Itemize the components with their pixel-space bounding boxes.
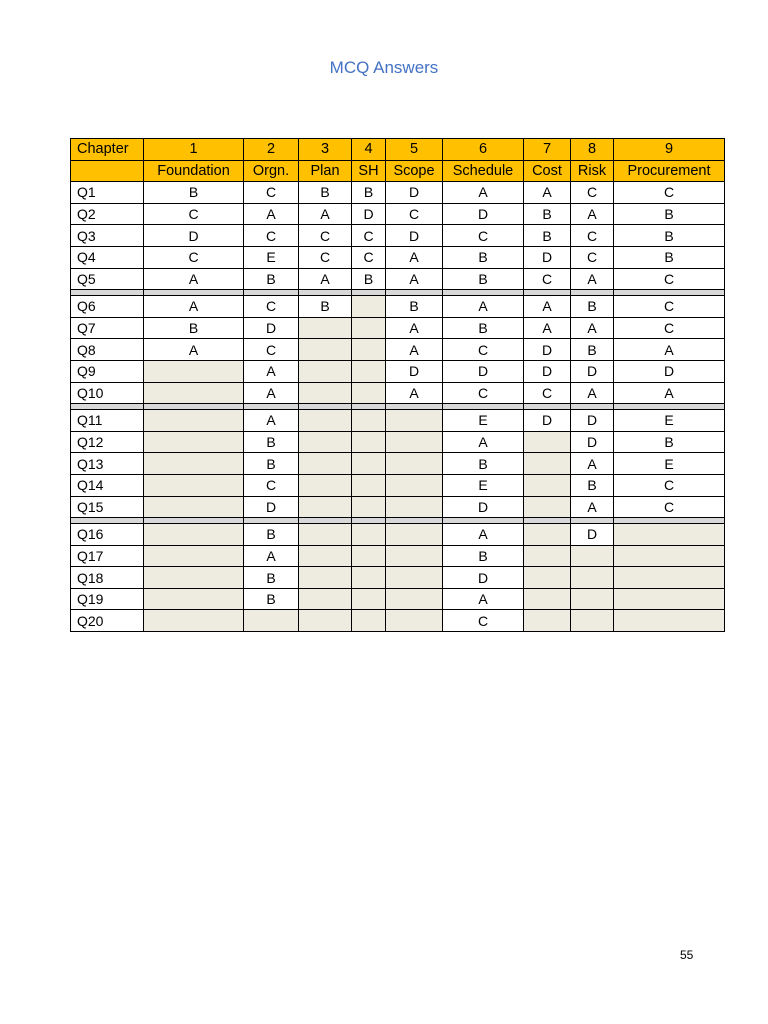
answer-cell: A	[443, 182, 524, 204]
empty-answer-cell	[144, 474, 244, 496]
empty-answer-cell	[524, 545, 571, 567]
question-label: Q12	[71, 431, 144, 453]
question-label: Q2	[71, 203, 144, 225]
answer-cell: A	[571, 203, 614, 225]
answer-cell: B	[614, 246, 725, 268]
empty-answer-cell	[244, 610, 299, 632]
answer-cell: B	[299, 182, 352, 204]
empty-answer-cell	[571, 610, 614, 632]
empty-answer-cell	[386, 567, 443, 589]
table-row	[71, 431, 725, 453]
empty-answer-cell	[299, 610, 352, 632]
empty-answer-cell	[571, 588, 614, 610]
table-row	[71, 496, 725, 518]
empty-answer-cell	[386, 524, 443, 546]
empty-answer-cell	[299, 382, 352, 404]
empty-answer-cell	[299, 453, 352, 475]
empty-answer-cell	[571, 545, 614, 567]
table-row	[71, 474, 725, 496]
answer-cell: A	[571, 268, 614, 290]
answer-cell: C	[244, 296, 299, 318]
empty-answer-cell	[386, 410, 443, 432]
answer-cell: C	[614, 296, 725, 318]
empty-answer-cell	[352, 567, 386, 589]
header-chapter-number: 3	[299, 139, 352, 161]
answer-cell: A	[524, 296, 571, 318]
empty-answer-cell	[352, 339, 386, 361]
answer-cell: C	[571, 182, 614, 204]
table-row	[71, 296, 725, 318]
answer-cell: B	[244, 524, 299, 546]
empty-answer-cell	[386, 545, 443, 567]
answer-cell: B	[352, 182, 386, 204]
header-chapter-name: Plan	[299, 160, 352, 182]
header-chapter-name: SH	[352, 160, 386, 182]
empty-answer-cell	[299, 496, 352, 518]
answer-cell: A	[144, 339, 244, 361]
answer-cell: B	[352, 268, 386, 290]
empty-answer-cell	[299, 524, 352, 546]
answer-cell: C	[614, 317, 725, 339]
question-label: Q20	[71, 610, 144, 632]
empty-answer-cell	[299, 317, 352, 339]
answer-cell: B	[614, 203, 725, 225]
answer-cell: A	[386, 382, 443, 404]
empty-answer-cell	[524, 524, 571, 546]
header-chapter-name: Schedule	[443, 160, 524, 182]
header-chapter-number: 6	[443, 139, 524, 161]
empty-answer-cell	[352, 296, 386, 318]
table-row	[71, 588, 725, 610]
answer-cell: C	[614, 268, 725, 290]
answer-cell: E	[614, 453, 725, 475]
question-label: Q8	[71, 339, 144, 361]
answer-cell: A	[443, 296, 524, 318]
answer-cell: B	[244, 567, 299, 589]
answer-cell: A	[144, 296, 244, 318]
table-row	[71, 382, 725, 404]
answer-cell: A	[524, 182, 571, 204]
answer-cell: A	[299, 268, 352, 290]
empty-answer-cell	[144, 410, 244, 432]
answer-cell: D	[614, 360, 725, 382]
header-chapter-number: 9	[614, 139, 725, 161]
question-label: Q4	[71, 246, 144, 268]
table-row	[71, 360, 725, 382]
header-chapter-name: Procurement	[614, 160, 725, 182]
empty-answer-cell	[144, 545, 244, 567]
empty-answer-cell	[144, 588, 244, 610]
answer-cell: B	[614, 225, 725, 247]
answer-cell: E	[244, 246, 299, 268]
question-label: Q1	[71, 182, 144, 204]
table-row	[71, 524, 725, 546]
answer-cell: C	[244, 182, 299, 204]
empty-answer-cell	[614, 610, 725, 632]
empty-answer-cell	[614, 588, 725, 610]
answer-cell: C	[244, 225, 299, 247]
answer-cell: D	[244, 317, 299, 339]
header-chapter-name: Risk	[571, 160, 614, 182]
answer-cell: D	[524, 339, 571, 361]
empty-answer-cell	[352, 453, 386, 475]
answer-cell: C	[524, 268, 571, 290]
empty-answer-cell	[386, 474, 443, 496]
answer-cell: B	[244, 453, 299, 475]
answer-cell: D	[244, 496, 299, 518]
answer-cell: B	[571, 474, 614, 496]
empty-answer-cell	[299, 474, 352, 496]
empty-answer-cell	[386, 453, 443, 475]
header-chapter-number: 2	[244, 139, 299, 161]
answer-cell: C	[524, 382, 571, 404]
answer-cell: A	[571, 496, 614, 518]
answer-cell: E	[443, 474, 524, 496]
empty-answer-cell	[144, 496, 244, 518]
answer-cell: A	[386, 268, 443, 290]
answer-cell: C	[443, 610, 524, 632]
empty-answer-cell	[524, 496, 571, 518]
empty-answer-cell	[352, 474, 386, 496]
empty-answer-cell	[524, 474, 571, 496]
answer-cell: D	[571, 360, 614, 382]
answer-cell: C	[614, 182, 725, 204]
empty-answer-cell	[352, 317, 386, 339]
answer-cell: A	[386, 246, 443, 268]
answer-cell: C	[299, 246, 352, 268]
answer-cell: D	[386, 182, 443, 204]
answer-cell: D	[443, 567, 524, 589]
answer-cell: A	[299, 203, 352, 225]
answer-cell: B	[386, 296, 443, 318]
empty-answer-cell	[524, 567, 571, 589]
answer-cell: D	[144, 225, 244, 247]
table-row	[71, 246, 725, 268]
answer-cell: B	[144, 182, 244, 204]
answer-cell: D	[352, 203, 386, 225]
answer-cell: C	[352, 225, 386, 247]
header-chapter-number: 4	[352, 139, 386, 161]
page-number: 55	[680, 948, 694, 962]
question-label: Q11	[71, 410, 144, 432]
header-blank-cell	[71, 160, 144, 182]
answer-cell: E	[614, 410, 725, 432]
answer-cell: B	[244, 268, 299, 290]
answer-cell: A	[571, 382, 614, 404]
empty-answer-cell	[144, 567, 244, 589]
question-label: Q3	[71, 225, 144, 247]
empty-answer-cell	[352, 496, 386, 518]
answer-cell: B	[144, 317, 244, 339]
empty-answer-cell	[352, 545, 386, 567]
header-row-chapter-numbers	[71, 139, 725, 161]
question-label: Q15	[71, 496, 144, 518]
answer-cell: D	[386, 225, 443, 247]
empty-answer-cell	[144, 360, 244, 382]
answer-cell: B	[244, 588, 299, 610]
table-row	[71, 225, 725, 247]
header-row-chapter-names	[71, 160, 725, 182]
header-chapter-number: 8	[571, 139, 614, 161]
question-label: Q7	[71, 317, 144, 339]
question-label: Q9	[71, 360, 144, 382]
answer-cell: B	[524, 203, 571, 225]
answer-cell: C	[614, 474, 725, 496]
answer-cell: A	[571, 453, 614, 475]
answer-cell: A	[244, 410, 299, 432]
empty-answer-cell	[352, 360, 386, 382]
header-chapter-number: 1	[144, 139, 244, 161]
answer-cell: D	[571, 410, 614, 432]
answer-cell: D	[386, 360, 443, 382]
answer-cell: C	[299, 225, 352, 247]
answer-cell: B	[571, 296, 614, 318]
answer-cell: B	[299, 296, 352, 318]
question-label: Q14	[71, 474, 144, 496]
empty-answer-cell	[352, 431, 386, 453]
empty-answer-cell	[144, 610, 244, 632]
empty-answer-cell	[144, 382, 244, 404]
table-row	[71, 317, 725, 339]
empty-answer-cell	[299, 339, 352, 361]
answer-cell: B	[443, 545, 524, 567]
table-row	[71, 545, 725, 567]
answer-cell: C	[386, 203, 443, 225]
answer-cell: B	[524, 225, 571, 247]
answer-cell: B	[443, 453, 524, 475]
answer-cell: C	[244, 474, 299, 496]
header-chapter-number: 7	[524, 139, 571, 161]
answer-cell: A	[244, 360, 299, 382]
empty-answer-cell	[386, 610, 443, 632]
page-title: MCQ Answers	[329, 58, 439, 77]
answer-cell: D	[524, 360, 571, 382]
answer-cell: A	[614, 382, 725, 404]
empty-answer-cell	[524, 431, 571, 453]
answer-cell: C	[144, 203, 244, 225]
empty-answer-cell	[524, 453, 571, 475]
answer-cell: D	[571, 524, 614, 546]
answer-cell: D	[443, 496, 524, 518]
header-chapter-name: Scope	[386, 160, 443, 182]
question-label: Q16	[71, 524, 144, 546]
empty-answer-cell	[386, 431, 443, 453]
question-label: Q5	[71, 268, 144, 290]
answer-cell: A	[144, 268, 244, 290]
question-label: Q13	[71, 453, 144, 475]
empty-answer-cell	[299, 588, 352, 610]
answer-cell: A	[571, 317, 614, 339]
empty-answer-cell	[299, 360, 352, 382]
answer-cell: B	[244, 431, 299, 453]
empty-answer-cell	[299, 567, 352, 589]
header-chapter-name: Cost	[524, 160, 571, 182]
answer-cell: C	[443, 225, 524, 247]
empty-answer-cell	[386, 588, 443, 610]
empty-answer-cell	[352, 410, 386, 432]
empty-answer-cell	[299, 410, 352, 432]
empty-answer-cell	[144, 431, 244, 453]
answer-cell: E	[443, 410, 524, 432]
answer-cell: C	[244, 339, 299, 361]
table-row	[71, 203, 725, 225]
answer-cell: A	[386, 317, 443, 339]
answer-cell: D	[571, 431, 614, 453]
answer-cell: A	[443, 524, 524, 546]
answer-cell: D	[524, 410, 571, 432]
answer-cell: B	[443, 317, 524, 339]
answer-cell: D	[443, 360, 524, 382]
header-chapter-name: Foundation	[144, 160, 244, 182]
table-row	[71, 268, 725, 290]
empty-answer-cell	[352, 610, 386, 632]
answer-cell: A	[443, 588, 524, 610]
table-row	[71, 453, 725, 475]
empty-answer-cell	[524, 610, 571, 632]
answer-cell: A	[244, 545, 299, 567]
empty-answer-cell	[352, 588, 386, 610]
empty-answer-cell	[614, 524, 725, 546]
question-label: Q6	[71, 296, 144, 318]
answer-cell: A	[524, 317, 571, 339]
empty-answer-cell	[614, 567, 725, 589]
answer-cell: A	[614, 339, 725, 361]
answer-cell: C	[443, 382, 524, 404]
answer-cell: B	[614, 431, 725, 453]
answer-cell: A	[443, 431, 524, 453]
answer-cell: B	[443, 268, 524, 290]
answer-cell: C	[443, 339, 524, 361]
answer-cell: A	[244, 382, 299, 404]
table-row	[71, 410, 725, 432]
table-row	[71, 339, 725, 361]
empty-answer-cell	[299, 545, 352, 567]
answer-cell: B	[571, 339, 614, 361]
table-row	[71, 182, 725, 204]
table-row	[71, 567, 725, 589]
answer-cell: A	[386, 339, 443, 361]
table-row	[71, 610, 725, 632]
empty-answer-cell	[299, 431, 352, 453]
answer-cell: D	[524, 246, 571, 268]
question-label: Q10	[71, 382, 144, 404]
empty-answer-cell	[524, 588, 571, 610]
empty-answer-cell	[386, 496, 443, 518]
empty-answer-cell	[352, 524, 386, 546]
header-chapter-name: Orgn.	[244, 160, 299, 182]
answer-cell: B	[443, 246, 524, 268]
question-label: Q18	[71, 567, 144, 589]
answer-cell: D	[443, 203, 524, 225]
answer-cell: C	[614, 496, 725, 518]
empty-answer-cell	[571, 567, 614, 589]
answer-cell: C	[352, 246, 386, 268]
answer-cell: C	[571, 225, 614, 247]
empty-answer-cell	[144, 524, 244, 546]
question-label: Q17	[71, 545, 144, 567]
empty-answer-cell	[144, 453, 244, 475]
answer-cell: A	[244, 203, 299, 225]
answer-cell: C	[144, 246, 244, 268]
question-label: Q19	[71, 588, 144, 610]
header-chapter-label: Chapter	[71, 139, 144, 161]
answer-cell: C	[571, 246, 614, 268]
answers-table	[70, 138, 725, 632]
empty-answer-cell	[352, 382, 386, 404]
header-chapter-number: 5	[386, 139, 443, 161]
empty-answer-cell	[614, 545, 725, 567]
